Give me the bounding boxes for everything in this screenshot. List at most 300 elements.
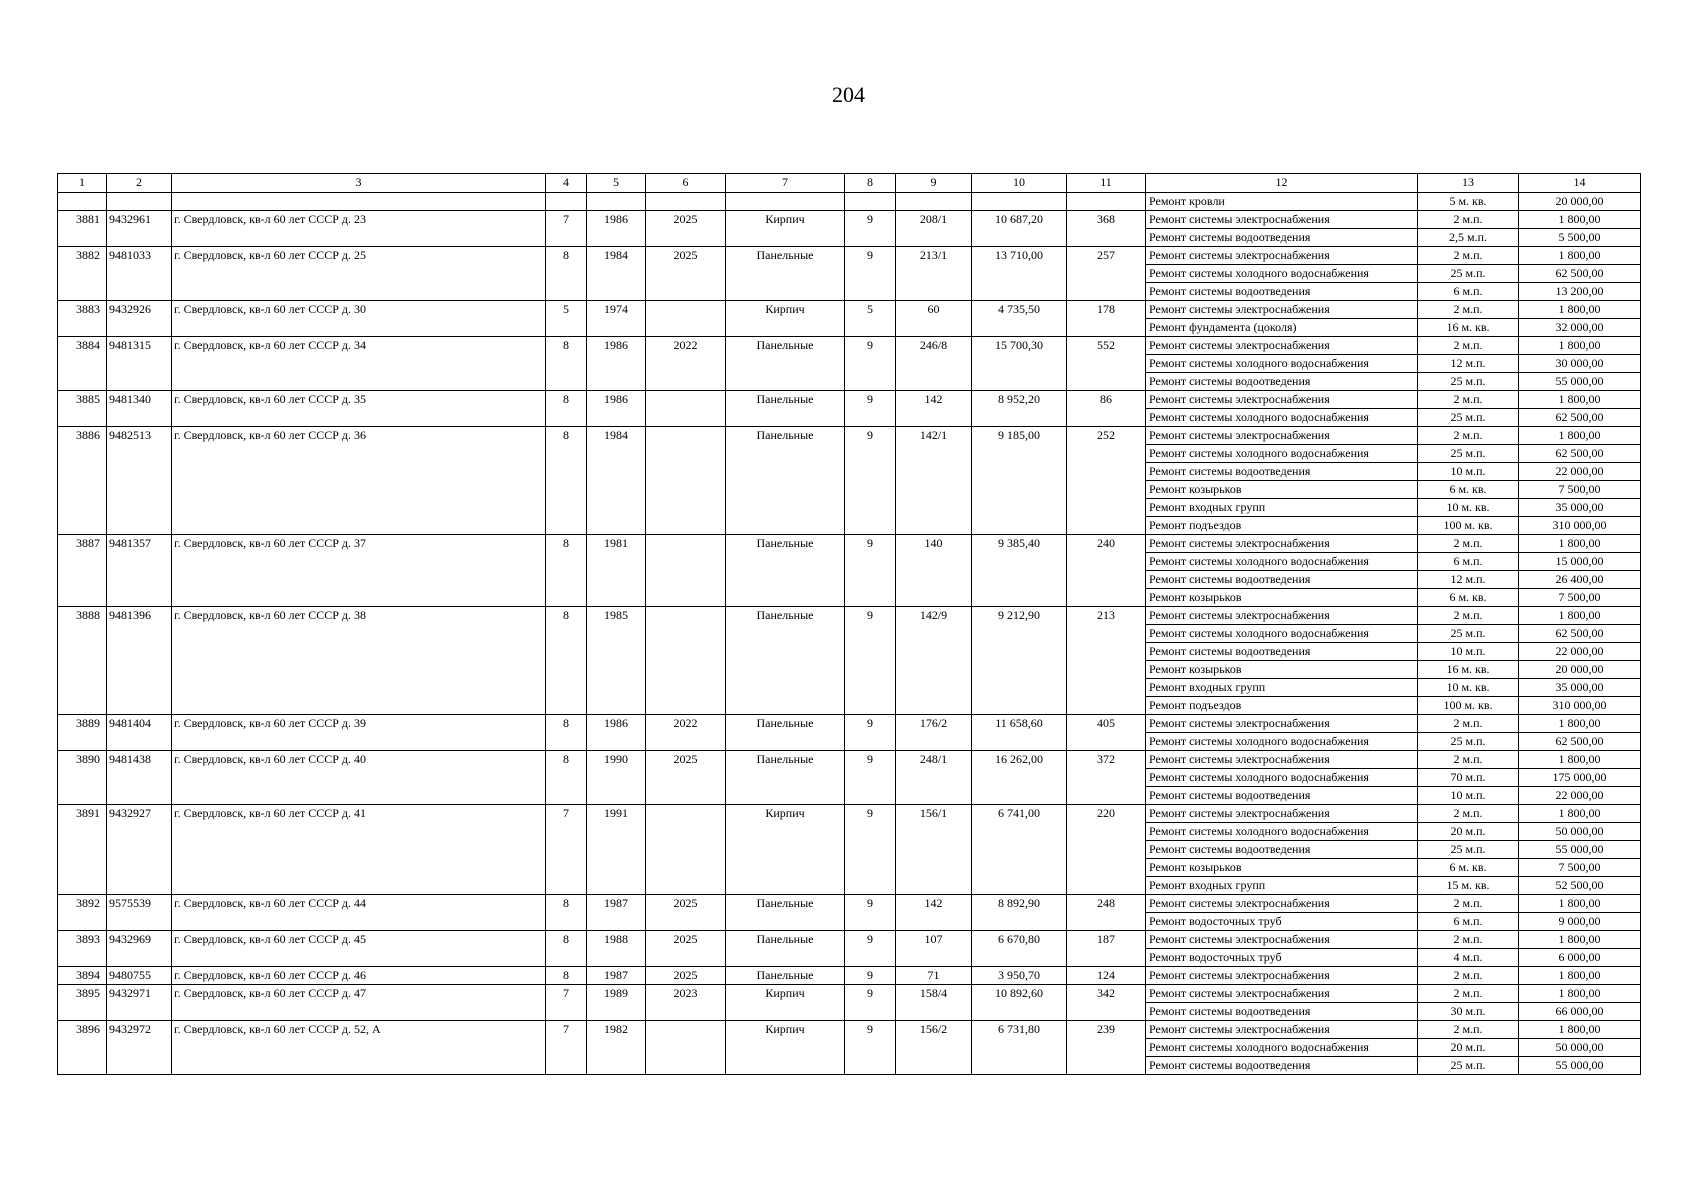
year-built: 1988 (587, 931, 646, 949)
residents: 86 (1067, 391, 1146, 409)
empty-cell (107, 769, 172, 787)
empty-cell (726, 1039, 845, 1057)
col-4-value: 7 (546, 985, 587, 1003)
floors: 9 (845, 967, 896, 985)
empty-cell (587, 571, 646, 589)
address: г. Свердловск, кв-л 60 лет СССР д. 30 (172, 301, 546, 319)
planned-year: 2025 (646, 211, 726, 229)
empty-cell (646, 733, 726, 751)
building-code: 9481315 (107, 337, 172, 355)
empty-cell (896, 625, 972, 643)
row-number: 3895 (58, 985, 107, 1003)
work-cost: 62 500,00 (1519, 409, 1641, 427)
empty-cell (896, 571, 972, 589)
empty-cell (726, 769, 845, 787)
empty-cell (896, 859, 972, 877)
wall-material: Панельные (726, 247, 845, 265)
area: 10 687,20 (972, 211, 1067, 229)
work-quantity: 2 м.п. (1418, 985, 1519, 1003)
planned-year: 2025 (646, 931, 726, 949)
building-code: 9432927 (107, 805, 172, 823)
work-quantity: 6 м.п. (1418, 553, 1519, 571)
address: г. Свердловск, кв-л 60 лет СССР д. 36 (172, 427, 546, 445)
column-header: 4 (546, 174, 587, 193)
work-quantity: 6 м. кв. (1418, 859, 1519, 877)
empty-cell (172, 949, 546, 967)
work-name: Ремонт системы электроснабжения (1146, 427, 1418, 445)
empty-cell (587, 445, 646, 463)
empty-cell (845, 553, 896, 571)
year-built: 1986 (587, 211, 646, 229)
col-9-value: 71 (896, 967, 972, 985)
empty-cell (1067, 823, 1146, 841)
empty-cell (1067, 859, 1146, 877)
empty-cell (107, 949, 172, 967)
area: 3 950,70 (972, 967, 1067, 985)
work-quantity: 5 м. кв. (1418, 193, 1519, 211)
table-row (58, 679, 1641, 697)
work-cost: 35 000,00 (1519, 679, 1641, 697)
table-row (58, 625, 1641, 643)
work-quantity: 6 м. кв. (1418, 589, 1519, 607)
year-built: 1986 (587, 337, 646, 355)
empty-cell (587, 877, 646, 895)
empty-cell (845, 265, 896, 283)
col-9-value: 248/1 (896, 751, 972, 769)
empty-cell (58, 355, 107, 373)
empty-cell (845, 319, 896, 337)
empty-cell (726, 589, 845, 607)
empty-cell (172, 355, 546, 373)
floors: 9 (845, 391, 896, 409)
wall-material: Панельные (726, 607, 845, 625)
work-name: Ремонт козырьков (1146, 859, 1418, 877)
wall-material: Панельные (726, 967, 845, 985)
col-4-value: 8 (546, 967, 587, 985)
planned-year (646, 301, 726, 319)
empty-cell (58, 445, 107, 463)
empty-cell (546, 445, 587, 463)
empty-cell (896, 283, 972, 301)
planned-year: 2025 (646, 895, 726, 913)
empty-cell (546, 499, 587, 517)
area: 9 385,40 (972, 535, 1067, 553)
empty-cell (1067, 589, 1146, 607)
work-cost: 30 000,00 (1519, 355, 1641, 373)
empty-cell (896, 733, 972, 751)
residents: 552 (1067, 337, 1146, 355)
work-cost: 55 000,00 (1519, 373, 1641, 391)
address: г. Свердловск, кв-л 60 лет СССР д. 23 (172, 211, 546, 229)
empty-cell (587, 769, 646, 787)
empty-cell (972, 823, 1067, 841)
empty-cell (646, 229, 726, 247)
work-name: Ремонт входных групп (1146, 499, 1418, 517)
year-built: 1982 (587, 1021, 646, 1039)
empty-cell (1067, 229, 1146, 247)
building-code: 9481340 (107, 391, 172, 409)
work-name: Ремонт системы электроснабжения (1146, 751, 1418, 769)
work-name: Ремонт водосточных труб (1146, 949, 1418, 967)
work-quantity: 16 м. кв. (1418, 661, 1519, 679)
empty-cell (845, 841, 896, 859)
col-9-value: 158/4 (896, 985, 972, 1003)
table-row (58, 553, 1641, 571)
work-name: Ремонт козырьков (1146, 481, 1418, 499)
work-name: Ремонт системы водоотведения (1146, 463, 1418, 481)
column-header: 7 (726, 174, 845, 193)
address: г. Свердловск, кв-л 60 лет СССР д. 39 (172, 715, 546, 733)
empty-cell (972, 787, 1067, 805)
year-built: 1981 (587, 535, 646, 553)
empty-cell (896, 319, 972, 337)
col-9-value: 176/2 (896, 715, 972, 733)
page-number: 204 (832, 82, 865, 107)
table-row (58, 841, 1641, 859)
empty-cell (845, 589, 896, 607)
empty-cell (726, 355, 845, 373)
col-4-value: 7 (546, 805, 587, 823)
empty-cell (172, 787, 546, 805)
table-row (58, 1057, 1641, 1075)
empty-cell (58, 373, 107, 391)
year-built: 1987 (587, 895, 646, 913)
empty-cell (1067, 697, 1146, 715)
work-cost: 15 000,00 (1519, 553, 1641, 571)
empty-cell (58, 265, 107, 283)
empty-cell (726, 625, 845, 643)
col-9-value: 140 (896, 535, 972, 553)
work-name: Ремонт системы водоотведения (1146, 643, 1418, 661)
work-quantity: 2 м.п. (1418, 535, 1519, 553)
wall-material: Панельные (726, 715, 845, 733)
empty-cell (172, 589, 546, 607)
work-cost: 62 500,00 (1519, 733, 1641, 751)
work-cost: 55 000,00 (1519, 841, 1641, 859)
work-quantity: 100 м. кв. (1418, 697, 1519, 715)
empty-cell (726, 733, 845, 751)
work-quantity: 2 м.п. (1418, 607, 1519, 625)
table-row (58, 571, 1641, 589)
table-row (58, 1021, 1641, 1039)
work-name: Ремонт системы водоотведения (1146, 1003, 1418, 1021)
empty-cell (546, 823, 587, 841)
col-9-value: 142/9 (896, 607, 972, 625)
empty-cell (172, 553, 546, 571)
address: г. Свердловск, кв-л 60 лет СССР д. 41 (172, 805, 546, 823)
empty-cell (972, 463, 1067, 481)
table-row (58, 751, 1641, 769)
empty-cell (1067, 733, 1146, 751)
empty-cell (107, 877, 172, 895)
header-row (58, 174, 1641, 193)
work-cost: 32 000,00 (1519, 319, 1641, 337)
row-number: 3885 (58, 391, 107, 409)
work-cost: 50 000,00 (1519, 1039, 1641, 1057)
table-body (58, 174, 1641, 1075)
empty-cell (1067, 409, 1146, 427)
row-number: 3889 (58, 715, 107, 733)
empty-cell (587, 373, 646, 391)
empty-cell (172, 679, 546, 697)
empty-cell (546, 949, 587, 967)
empty-cell (58, 571, 107, 589)
empty-cell (845, 733, 896, 751)
empty-cell (546, 841, 587, 859)
empty-cell (646, 193, 726, 211)
empty-cell (107, 859, 172, 877)
work-quantity: 2 м.п. (1418, 211, 1519, 229)
work-quantity: 2 м.п. (1418, 895, 1519, 913)
empty-cell (972, 571, 1067, 589)
empty-cell (1067, 1039, 1146, 1057)
table-row (58, 859, 1641, 877)
empty-cell (1067, 949, 1146, 967)
column-header: 8 (845, 174, 896, 193)
column-header: 11 (1067, 174, 1146, 193)
empty-cell (726, 787, 845, 805)
work-cost: 175 000,00 (1519, 769, 1641, 787)
empty-cell (172, 517, 546, 535)
year-built: 1986 (587, 391, 646, 409)
empty-cell (845, 1039, 896, 1057)
work-cost: 1 800,00 (1519, 931, 1641, 949)
year-built: 1974 (587, 301, 646, 319)
empty-cell (896, 229, 972, 247)
table-row (58, 193, 1641, 211)
wall-material: Панельные (726, 427, 845, 445)
empty-cell (1067, 1003, 1146, 1021)
empty-cell (845, 445, 896, 463)
year-built: 1984 (587, 427, 646, 445)
wall-material: Кирпич (726, 805, 845, 823)
empty-cell (172, 481, 546, 499)
work-cost: 62 500,00 (1519, 265, 1641, 283)
empty-cell (646, 373, 726, 391)
empty-cell (896, 823, 972, 841)
empty-cell (58, 787, 107, 805)
year-built: 1986 (587, 715, 646, 733)
work-name: Ремонт фундамента (цоколя) (1146, 319, 1418, 337)
empty-cell (972, 373, 1067, 391)
empty-cell (896, 949, 972, 967)
empty-cell (172, 841, 546, 859)
work-quantity: 6 м.п. (1418, 913, 1519, 931)
empty-cell (646, 913, 726, 931)
work-cost: 9 000,00 (1519, 913, 1641, 931)
work-quantity: 25 м.п. (1418, 1057, 1519, 1075)
work-cost: 22 000,00 (1519, 643, 1641, 661)
empty-cell (972, 445, 1067, 463)
empty-cell (107, 463, 172, 481)
row-number: 3881 (58, 211, 107, 229)
empty-cell (107, 373, 172, 391)
empty-cell (58, 769, 107, 787)
empty-cell (726, 661, 845, 679)
residents: 248 (1067, 895, 1146, 913)
work-cost: 1 800,00 (1519, 247, 1641, 265)
empty-cell (896, 841, 972, 859)
empty-cell (726, 373, 845, 391)
work-quantity: 10 м. кв. (1418, 679, 1519, 697)
work-cost: 7 500,00 (1519, 589, 1641, 607)
col-4-value: 5 (546, 301, 587, 319)
empty-cell (972, 769, 1067, 787)
column-header: 14 (1519, 174, 1641, 193)
building-code: 9480755 (107, 967, 172, 985)
work-quantity: 2 м.п. (1418, 1021, 1519, 1039)
work-cost: 26 400,00 (1519, 571, 1641, 589)
work-name: Ремонт системы холодного водоснабжения (1146, 409, 1418, 427)
empty-cell (58, 697, 107, 715)
empty-cell (972, 859, 1067, 877)
work-quantity: 10 м. кв. (1418, 499, 1519, 517)
empty-cell (1067, 787, 1146, 805)
empty-cell (646, 769, 726, 787)
building-code: 9481396 (107, 607, 172, 625)
work-name: Ремонт системы электроснабжения (1146, 301, 1418, 319)
work-cost: 1 800,00 (1519, 751, 1641, 769)
empty-cell (546, 697, 587, 715)
empty-cell (972, 355, 1067, 373)
empty-cell (646, 409, 726, 427)
empty-cell (58, 625, 107, 643)
planned-year: 2025 (646, 751, 726, 769)
empty-cell (972, 913, 1067, 931)
work-name: Ремонт подъездов (1146, 697, 1418, 715)
empty-cell (172, 463, 546, 481)
empty-cell (646, 625, 726, 643)
work-cost: 62 500,00 (1519, 445, 1641, 463)
table-row (58, 265, 1641, 283)
work-quantity: 2 м.п. (1418, 427, 1519, 445)
column-header: 5 (587, 174, 646, 193)
empty-cell (896, 697, 972, 715)
empty-cell (646, 481, 726, 499)
work-quantity: 70 м.п. (1418, 769, 1519, 787)
building-code: 9481438 (107, 751, 172, 769)
work-name: Ремонт системы электроснабжения (1146, 985, 1418, 1003)
empty-cell (726, 697, 845, 715)
planned-year: 2025 (646, 967, 726, 985)
col-4-value: 8 (546, 247, 587, 265)
empty-cell (972, 265, 1067, 283)
residents: 239 (1067, 1021, 1146, 1039)
row-number: 3886 (58, 427, 107, 445)
empty-cell (646, 499, 726, 517)
work-quantity: 20 м.п. (1418, 823, 1519, 841)
empty-cell (646, 319, 726, 337)
building-code: 9481033 (107, 247, 172, 265)
empty-cell (107, 643, 172, 661)
empty-cell (972, 679, 1067, 697)
col-4-value: 7 (546, 211, 587, 229)
empty-cell (896, 679, 972, 697)
work-cost: 66 000,00 (1519, 1003, 1641, 1021)
empty-cell (546, 553, 587, 571)
empty-cell (587, 517, 646, 535)
floors: 9 (845, 427, 896, 445)
empty-cell (546, 643, 587, 661)
work-name: Ремонт системы холодного водоснабжения (1146, 445, 1418, 463)
table-row (58, 481, 1641, 499)
empty-cell (58, 283, 107, 301)
empty-cell (845, 859, 896, 877)
table-row (58, 985, 1641, 1003)
empty-cell (726, 283, 845, 301)
col-9-value: 208/1 (896, 211, 972, 229)
col-9-value: 142 (896, 895, 972, 913)
work-name: Ремонт системы электроснабжения (1146, 895, 1418, 913)
empty-cell (58, 589, 107, 607)
empty-cell (1067, 625, 1146, 643)
work-quantity: 2 м.п. (1418, 805, 1519, 823)
empty-cell (172, 1003, 546, 1021)
work-quantity: 10 м.п. (1418, 463, 1519, 481)
empty-cell (896, 517, 972, 535)
empty-cell (972, 319, 1067, 337)
work-cost: 1 800,00 (1519, 607, 1641, 625)
work-cost: 1 800,00 (1519, 301, 1641, 319)
table-row (58, 373, 1641, 391)
wall-material: Кирпич (726, 211, 845, 229)
empty-cell (1067, 571, 1146, 589)
empty-cell (587, 949, 646, 967)
area: 15 700,30 (972, 337, 1067, 355)
empty-cell (546, 517, 587, 535)
floors: 9 (845, 1021, 896, 1039)
col-4-value: 8 (546, 751, 587, 769)
empty-cell (646, 463, 726, 481)
empty-cell (726, 409, 845, 427)
empty-cell (845, 229, 896, 247)
empty-cell (726, 193, 845, 211)
empty-cell (172, 823, 546, 841)
col-4-value: 8 (546, 391, 587, 409)
work-name: Ремонт системы водоотведения (1146, 1057, 1418, 1075)
work-name: Ремонт системы электроснабжения (1146, 535, 1418, 553)
work-cost: 50 000,00 (1519, 823, 1641, 841)
work-quantity: 15 м. кв. (1418, 877, 1519, 895)
empty-cell (1067, 661, 1146, 679)
work-cost: 52 500,00 (1519, 877, 1641, 895)
year-built: 1989 (587, 985, 646, 1003)
empty-cell (845, 463, 896, 481)
col-9-value: 107 (896, 931, 972, 949)
empty-cell (172, 625, 546, 643)
work-name: Ремонт системы водоотведения (1146, 373, 1418, 391)
empty-cell (107, 229, 172, 247)
empty-cell (546, 733, 587, 751)
empty-cell (726, 319, 845, 337)
work-cost: 13 200,00 (1519, 283, 1641, 301)
table-row (58, 229, 1641, 247)
floors: 9 (845, 607, 896, 625)
empty-cell (58, 841, 107, 859)
work-quantity: 25 м.п. (1418, 625, 1519, 643)
work-name: Ремонт системы электроснабжения (1146, 391, 1418, 409)
empty-cell (845, 679, 896, 697)
empty-cell (546, 571, 587, 589)
col-4-value: 8 (546, 337, 587, 355)
work-quantity: 2 м.п. (1418, 715, 1519, 733)
empty-cell (1067, 643, 1146, 661)
table-row (58, 517, 1641, 535)
empty-cell (646, 445, 726, 463)
table-row (58, 1039, 1641, 1057)
table-row (58, 643, 1641, 661)
empty-cell (845, 355, 896, 373)
